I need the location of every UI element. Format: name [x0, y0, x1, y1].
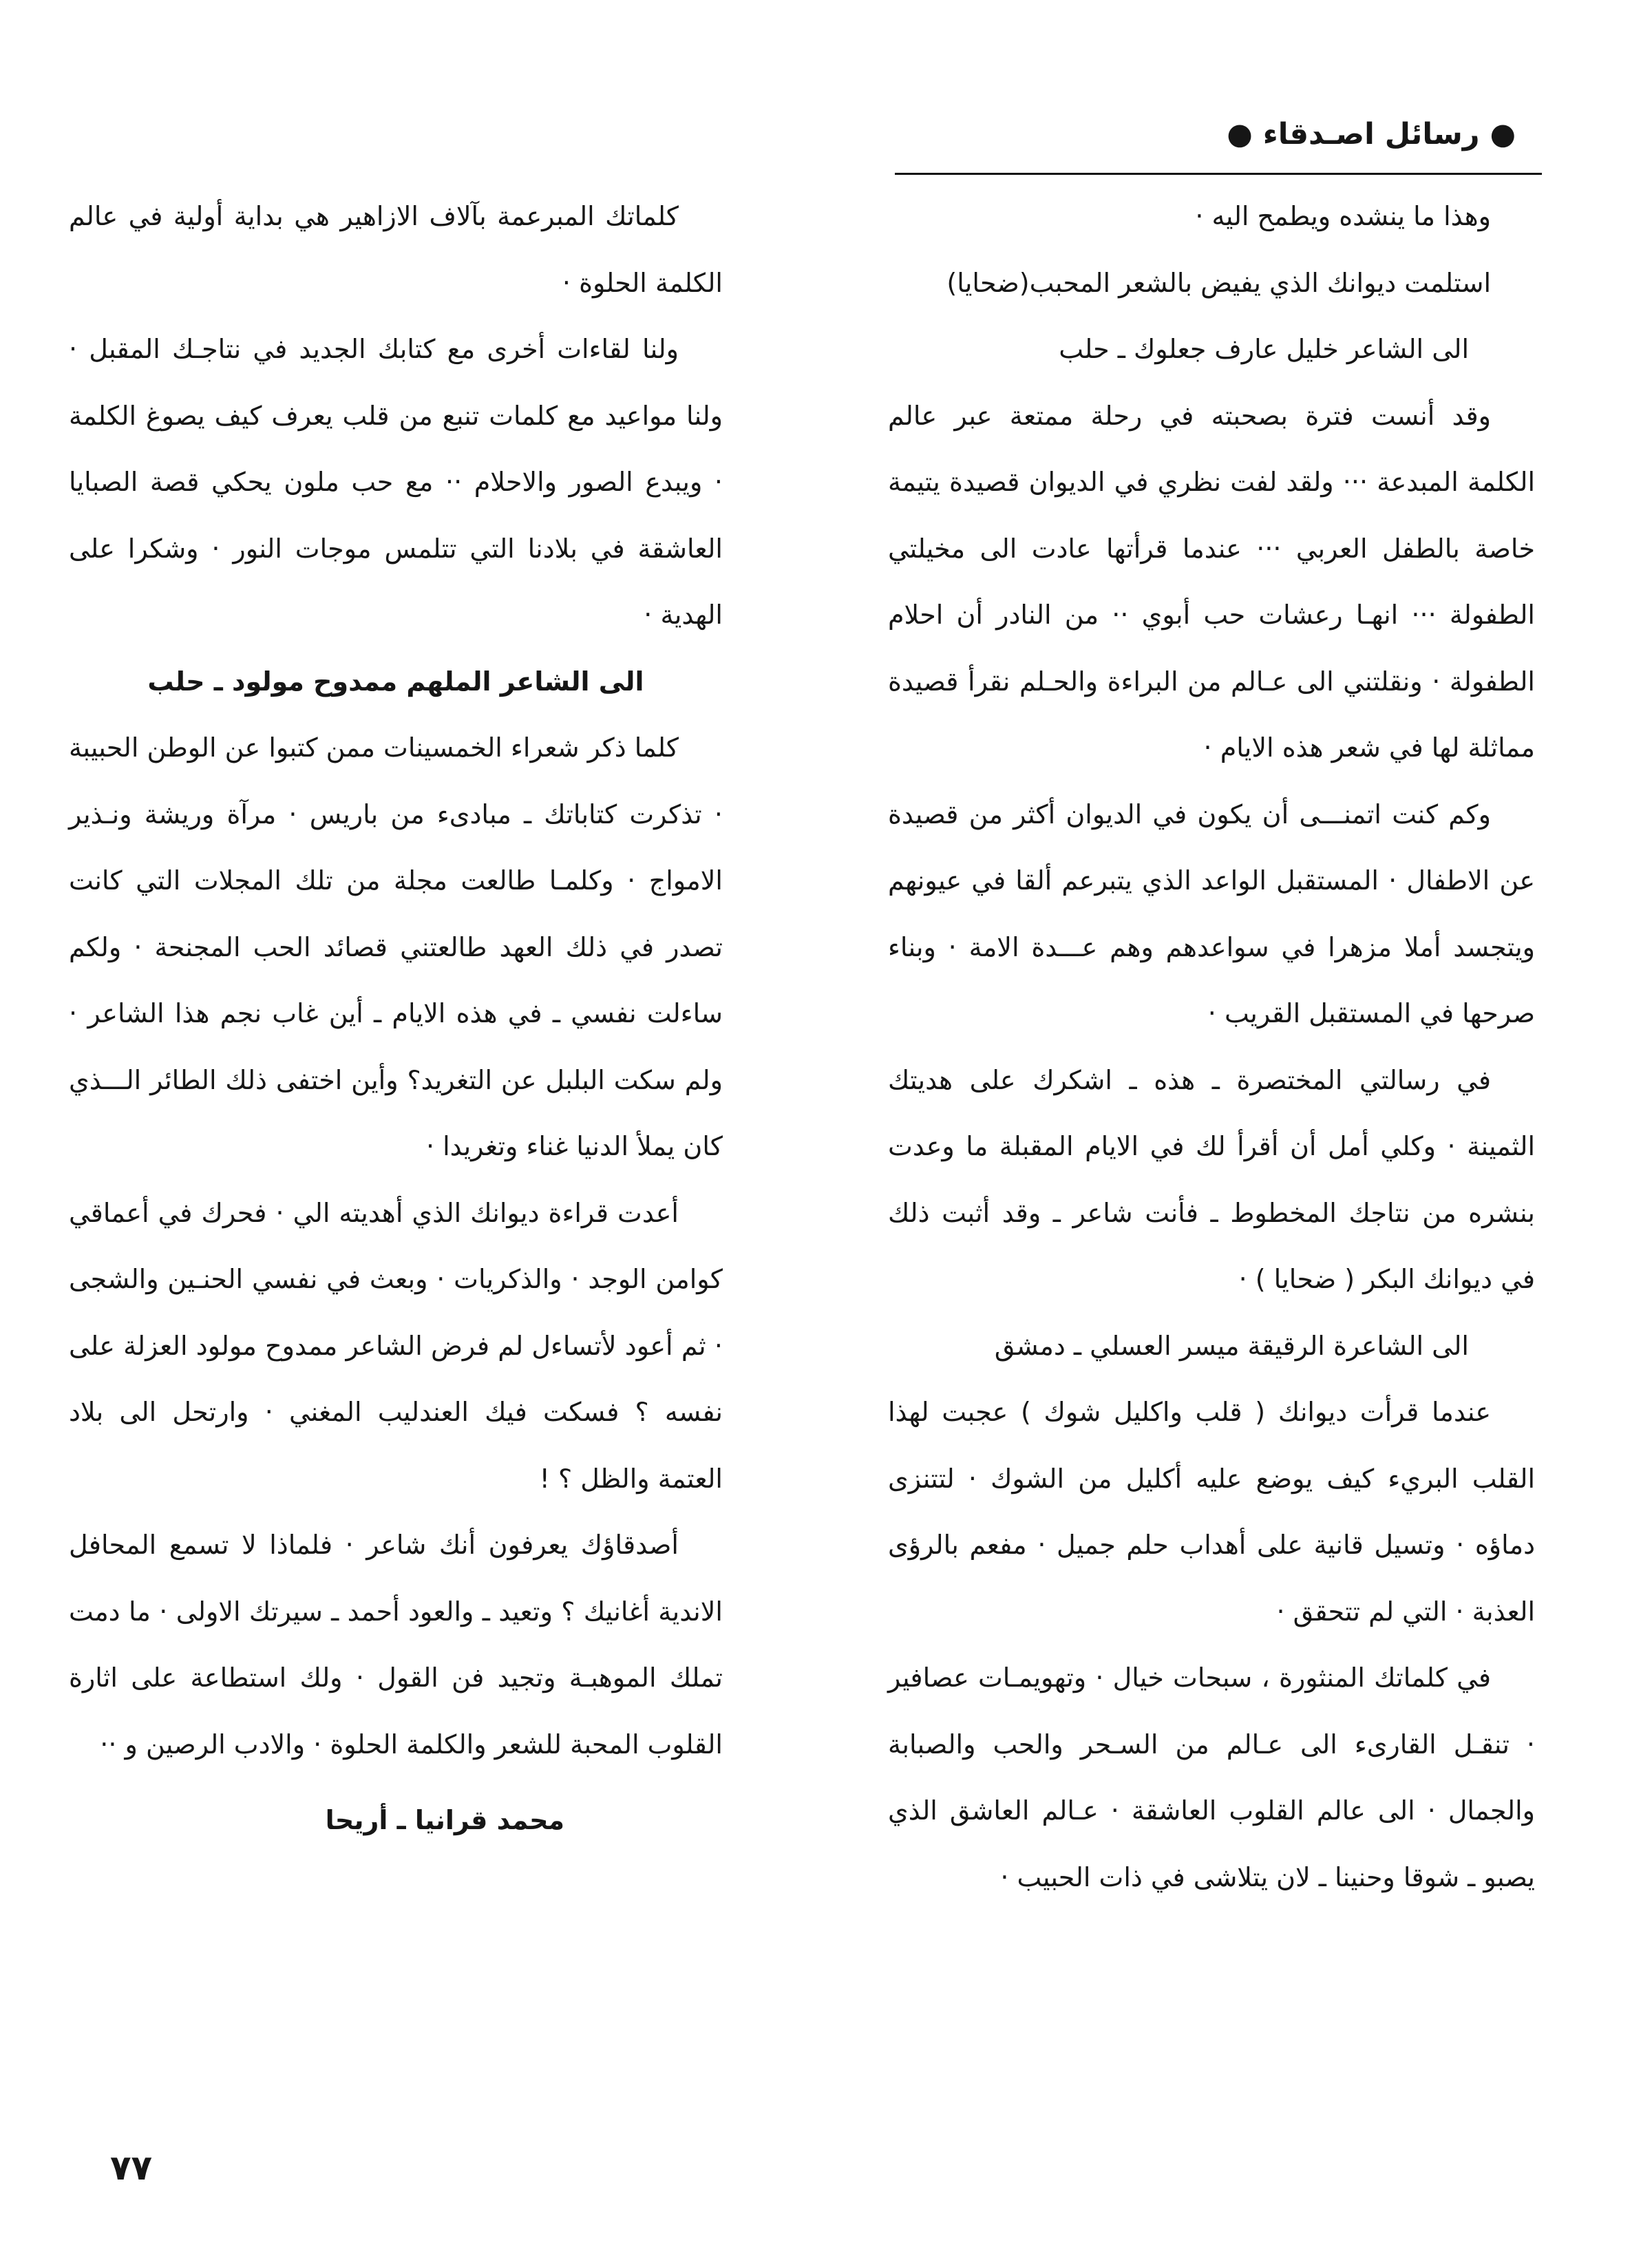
paragraph: كلماتك المبرعمة بآلاف الازاهير هي بداية أولية في عالم الكلمة الحلوة ·	[69, 201, 723, 298]
paragraph: كلما ذكر شعراء الخمسينات ممن كتبوا عن الوطن الحبيبة · تذكرت كتاباتك ـ مبادىء من باريس · مرآة وريشة ونـذير الامواج · وكلمـا طالعت مجلة من تلك المجلات التي كانت تصدر في ذلك العهد طالعتني قصائد الحب المجنحة · ولكم ساءلت نفسي ـ في هذه الايام ـ أين غاب نجم هذا الشاعر · ولم سكت البلبل عن التغريد؟ وأين اختفى ذلك الطائر الـــذي كان يملأ الدنيا غناء وتغريدا ·	[69, 732, 723, 1161]
section-title: ● رسائل اصـدقاء ●	[1227, 117, 1516, 151]
section-heading: الى الشاعر خليل عارف جعلوك ـ حلب	[1059, 334, 1469, 364]
paragraph: عندما قرأت ديوانك ( قلب واكليل شوك ) عجبت لهذا القلب البريء كيف يوضع عليه أكليل من الشوك · لتتنزى دماؤه · وتسيل قانية على أهداب حلم جميل · مفعم بالرؤى العذبة · التي لم تتحقق ·	[888, 1397, 1535, 1627]
paragraph: وقد أنست فترة بصحبته في رحلة ممتعة عبر عالم الكلمة المبدعة ··· ولقد لفت نظري في الديوان قصيدة يتيمة خاصة بالطفل العربي ··· عندما قرأتها عادت الى مخيلتي الطفولة ··· انهـا رعشات حب أبوي ·· من النادر أن احلام الطفولة · ونقلتني الى عـالم من البراءة والحـلم نقرأ قصيدة مماثلة لها في شعر هذه الايام ·	[888, 400, 1535, 763]
paragraph: ولنا لقاءات أخرى مع كتابك الجديد في نتاجـك المقبل · ولنا مواعيد مع كلمات تنبع من قلب يعرف كيف يصوغ الكلمة · ويبدع الصور والاحلام ·· مع حب ملون يحكي قصة الصبايا العاشقة في بلادنا التي تتلمس موجات النور · وشكرا على الهدية ·	[69, 334, 723, 630]
paragraph: أصدقاؤك يعرفون أنك شاعر · فلماذا لا تسمع المحافل الاندية أغانيك ؟ وتعيد ـ والعود أحمد ـ سيرتك الاولى · ما دمت تملك الموهبـة وتجيد فن القول · ولك استطاعة على اثارة القلوب المحبة للشعر والكلمة الحلوة · والادب الرصين و ··	[69, 1530, 723, 1760]
page-number: ٧٧	[110, 2148, 153, 2188]
paragraph: وهذا ما ينشده ويطمح اليه ·	[1195, 201, 1491, 231]
left-column	[69, 183, 723, 1854]
paragraph: استلمت ديوانك الذي يفيض بالشعر المحبب(ضحايا)	[946, 267, 1491, 298]
author-signature: محمد قرانيا ـ أريحا	[325, 1805, 564, 1835]
paragraph: في كلماتك المنثورة ، سبحات خيال · وتهويمـات عصافير · تنقـل القارىء الى عـالم من السـحر والحب والصبابة والجمال · الى عالم القلوب العاشقة · عـالم العاشق الذي يصبو ـ شوقا وحنينا ـ لان يتلاشى في ذات الحبيب ·	[888, 1663, 1535, 1892]
section-heading: الى الشاعر الملهم ممدوح مولود ـ حلب	[147, 666, 644, 697]
paragraph: أعدت قراءة ديوانك الذي أهديته الي · فحرك في أعماقي كوامن الوجد · والذكريات · وبعث في نفسي الحنـين والشجى · ثم أعود لأتساءل لم فرض الشاعر ممدوح مولود العزلة على نفسه ؟ فسكت فيك العندليب المغني · وارتحل الى بلاد العتمة والظل ؟ !	[69, 1197, 723, 1494]
section-heading: الى الشاعرة الرقيقة ميسر العسلي ـ دمشق	[994, 1330, 1469, 1361]
paragraph: وكم كنت اتمنـــى أن يكون في الديوان أكثر من قصيدة عن الاطفال · المستقبل الواعد الذي يتبرعم ألقا في عيونهم ويتجسد أملا مزهرا في سواعدهم وهم عـــدة الامة · وبناء صرحها في المستقبل القريب ·	[888, 799, 1535, 1028]
right-column	[888, 183, 1535, 1910]
paragraph: في رسالتي المختصرة ـ هذه ـ اشكرك على هديتك الثمينة · وكلي أمل أن أقرأ لك في الايام المقبلة ما وعدت بنشره من نتاجك المخطوط ـ فأنت شاعر ـ وقد أثبت ذلك في ديوانك البكر ( ضحايا ) ·	[888, 1064, 1535, 1294]
section-header	[895, 114, 1542, 155]
header-rule	[895, 173, 1542, 175]
